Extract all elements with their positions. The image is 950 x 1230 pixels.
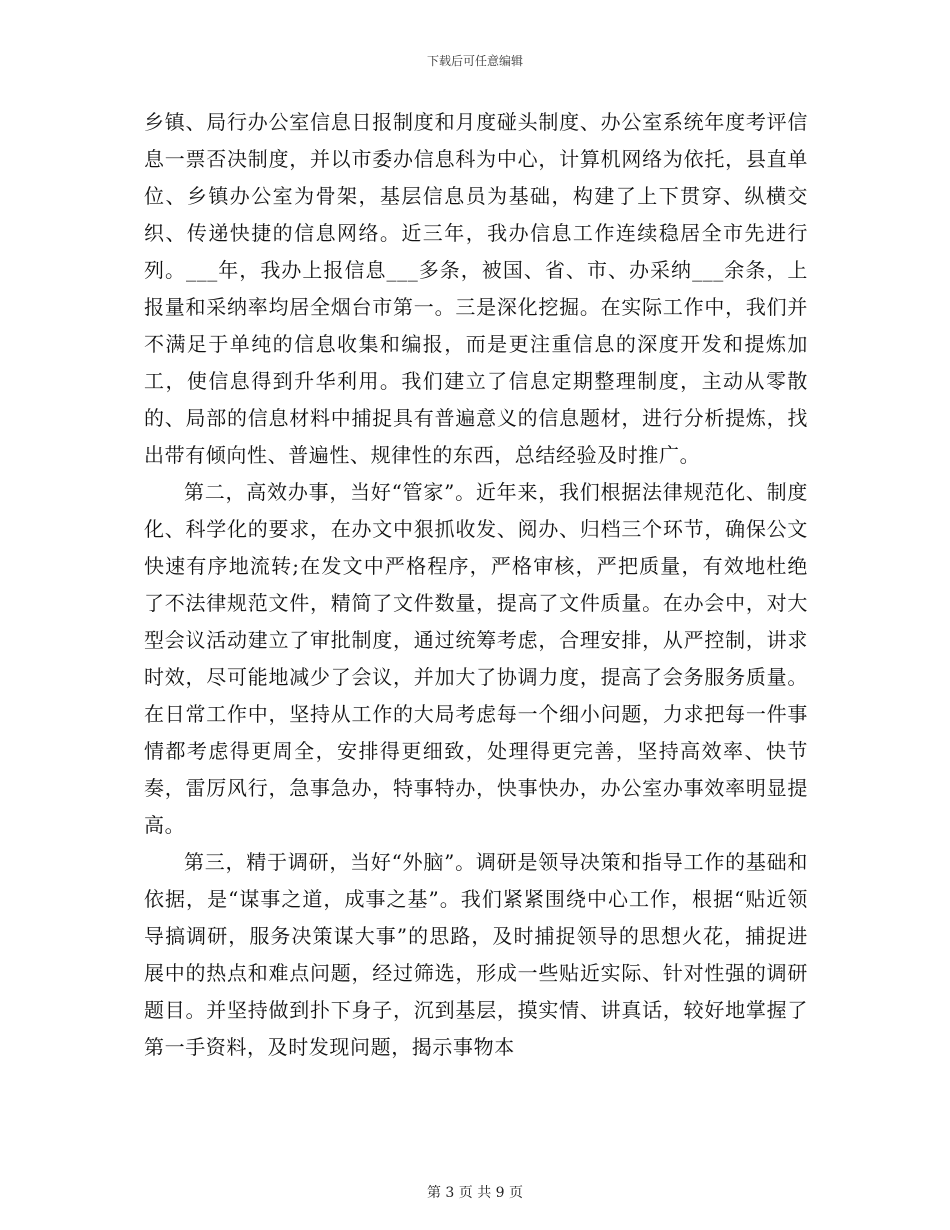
page-header: 下载后可任意编辑 [426, 54, 523, 68]
paragraph-efficient-work: 第二，高效办事，当好“管家”。近年来，我们根据法律规范化、制度化、科学化的要求，在办文中狠抓收发、阅办、归档三个环节，确保公文快速有序地流转;在发文中严格程序，严格审核，严把质量，有效地杜绝了不法律规范文件，精简了文件数量，提高了文件质量。在办会中，对大型会议活动建立了审批制度，通过统筹考虑，合理安排，从严控制，讲求时效，尽可能地减少了会议，并加大了协调力度，提高了会务服务质量。在日常工作中，坚持从工作的大局考虑每一个细小问题，力求把每一件事情都考虑得更周全，安排得更细致，处理得更完善，坚持高效率、快节奏，雷厉风行，急事急办，特事特办，快事快办，办公室办事效率明显提高。 [144, 480, 808, 837]
paragraph-research: 第三，精于调研，当好“外脑”。调研是领导决策和指导工作的基础和依据，是“谋事之道，成事之基”。我们紧紧围绕中心工作，根据“贴近领导搞调研，服务决策谋大事”的思路，及时捕捉领导的思想火花，捕捉进展中的热点和难点问题，经过筛选，形成一些贴近实际、针对性强的调研题目。并坚持做到扑下身子，沉到基层，摸实情、讲真话，较好地掌握了第一手资料，及时发现问题，揭示事物本 [144, 850, 808, 1059]
document-body [144, 104, 808, 1066]
paragraph-continuation: 乡镇、局行办公室信息日报制度和月度碰头制度、办公室系统年度考评信息一票否决制度，并以市委办信息科为中心，计算机网络为依托，县直单位、乡镇办公室为骨架，基层信息员为基础，构建了上下贯穿、纵横交织、传递快捷的信息网络。近三年，我办信息工作连续稳居全市先进行列。___年，我办上报信息___多条，被国、省、市、办采纳___余条，上报量和采纳率均居全烟台市第一。三是深化挖掘。在实际工作中，我们并不满足于单纯的信息收集和编报，而是更注重信息的深度开发和提炼加工，使信息得到升华利用。我们建立了信息定期整理制度，主动从零散的、局部的信息材料中捕捉具有普遍意义的信息题材，进行分析提炼，找出带有倾向性、普遍性、规律性的东西，总结经验及时推广。 [144, 110, 808, 467]
page-number: 第 3 页 共 9 页 [426, 1185, 524, 1201]
